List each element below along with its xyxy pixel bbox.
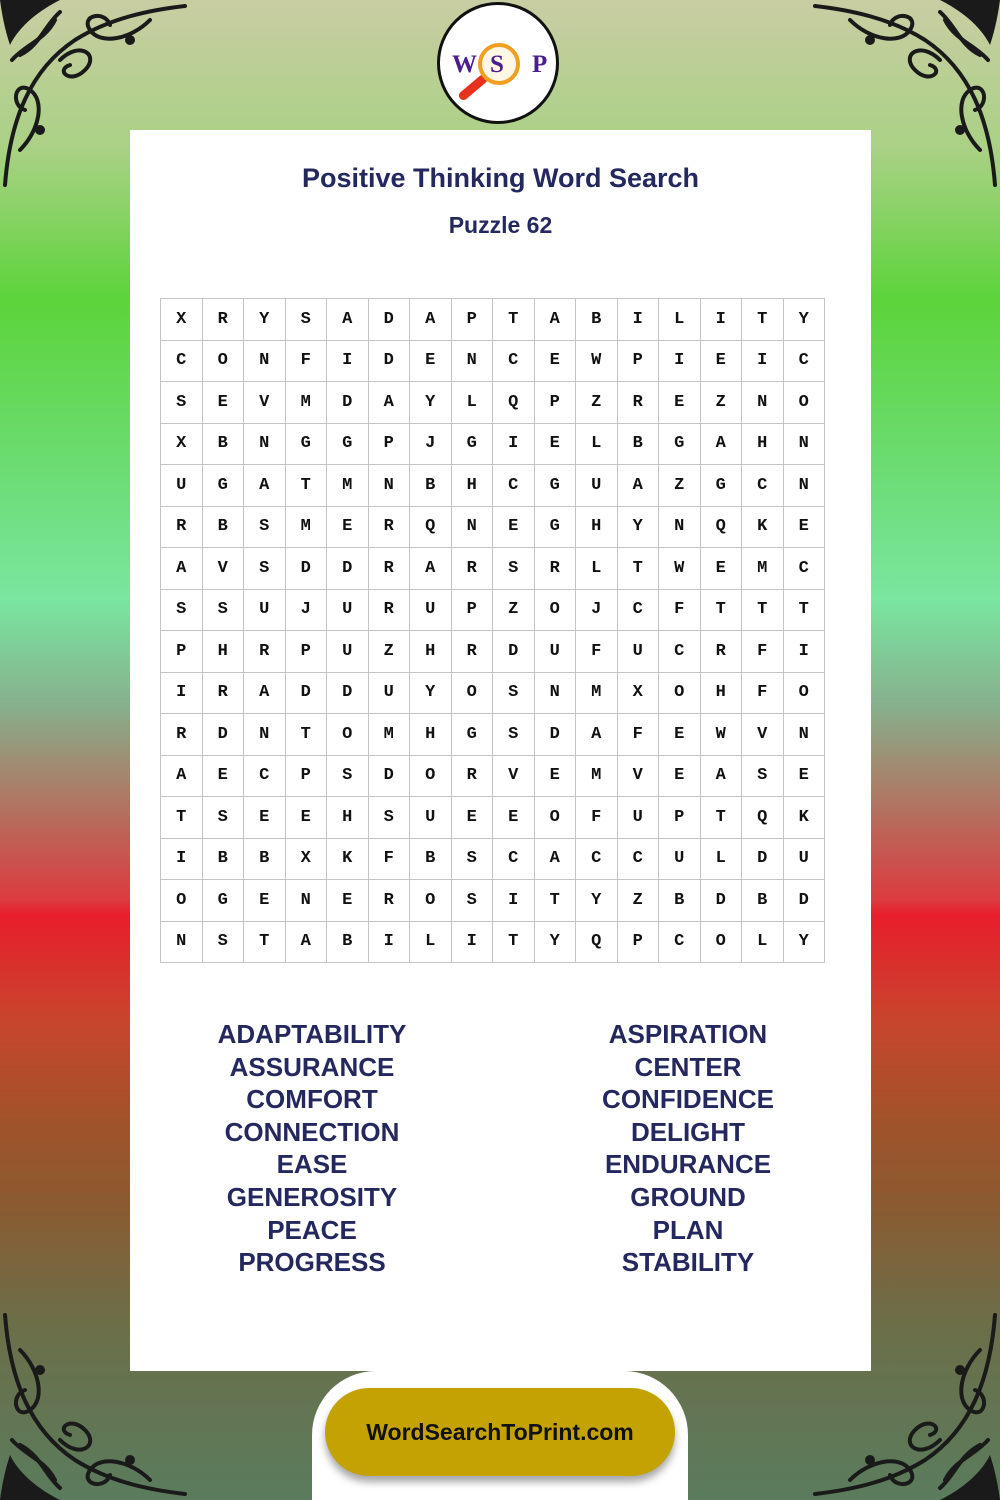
grid-cell[interactable]: K <box>783 797 825 839</box>
grid-cell[interactable]: O <box>783 672 825 714</box>
grid-cell[interactable]: I <box>783 631 825 673</box>
grid-cell[interactable]: C <box>161 340 203 382</box>
word-list-left <box>162 1018 462 1279</box>
grid-cell[interactable]: M <box>576 672 618 714</box>
grid-cell[interactable]: A <box>244 465 286 507</box>
grid-cell[interactable]: M <box>742 548 784 590</box>
grid-cell[interactable]: G <box>451 423 493 465</box>
grid-cell[interactable]: N <box>451 506 493 548</box>
word-item: ASSURANCE <box>229 1051 395 1082</box>
grid-cell[interactable]: E <box>451 797 493 839</box>
grid-cell[interactable]: C <box>783 548 825 590</box>
grid-cell[interactable]: Y <box>244 299 286 341</box>
grid-cell[interactable]: D <box>742 838 784 880</box>
word-item: STABILITY <box>621 1247 755 1278</box>
grid-row <box>161 631 825 673</box>
grid-cell[interactable]: C <box>617 838 659 880</box>
grid-cell[interactable]: C <box>493 465 535 507</box>
grid-row <box>161 672 825 714</box>
grid-cell[interactable]: T <box>493 299 535 341</box>
puzzle-number: Puzzle 62 <box>448 212 553 238</box>
letter-grid <box>160 298 825 963</box>
grid-cell[interactable]: I <box>451 921 493 963</box>
grid-cell[interactable]: V <box>493 755 535 797</box>
grid-cell[interactable]: R <box>534 548 576 590</box>
grid-cell[interactable]: T <box>493 921 535 963</box>
grid-cell[interactable]: D <box>534 714 576 756</box>
grid-cell[interactable]: O <box>410 880 452 922</box>
grid-cell[interactable]: A <box>617 465 659 507</box>
grid-cell[interactable]: P <box>617 340 659 382</box>
grid-cell[interactable]: F <box>617 714 659 756</box>
grid-cell[interactable]: N <box>244 714 286 756</box>
grid-cell[interactable]: O <box>327 714 369 756</box>
grid-cell[interactable]: C <box>659 631 701 673</box>
grid-row <box>161 880 825 922</box>
grid-cell[interactable]: L <box>659 299 701 341</box>
grid-cell[interactable]: I <box>161 672 203 714</box>
grid-cell[interactable]: U <box>368 672 410 714</box>
grid-cell[interactable]: B <box>327 921 369 963</box>
grid-cell[interactable]: D <box>493 631 535 673</box>
grid-cell[interactable]: H <box>576 506 618 548</box>
grid-cell[interactable]: W <box>700 714 742 756</box>
grid-cell[interactable]: B <box>202 423 244 465</box>
grid-cell[interactable]: O <box>659 672 701 714</box>
grid-cell[interactable]: P <box>161 631 203 673</box>
grid-cell[interactable]: Q <box>410 506 452 548</box>
wsp-logo[interactable] <box>437 2 559 124</box>
grid-cell[interactable]: G <box>534 465 576 507</box>
grid-cell[interactable]: I <box>742 340 784 382</box>
grid-cell[interactable]: O <box>534 797 576 839</box>
grid-cell[interactable]: N <box>451 340 493 382</box>
logo-letter-p: P <box>532 51 548 78</box>
grid-cell[interactable]: T <box>783 589 825 631</box>
grid-cell[interactable]: Q <box>742 797 784 839</box>
grid-row <box>161 797 825 839</box>
grid-cell[interactable]: B <box>659 880 701 922</box>
grid-cell[interactable]: L <box>742 921 784 963</box>
grid-row <box>161 465 825 507</box>
grid-cell[interactable]: U <box>576 465 618 507</box>
word-item: GENEROSITY <box>226 1181 398 1212</box>
grid-cell[interactable]: O <box>161 880 203 922</box>
grid-cell[interactable]: A <box>368 382 410 424</box>
grid-cell[interactable]: A <box>244 672 286 714</box>
grid-cell[interactable]: N <box>742 382 784 424</box>
grid-cell[interactable]: E <box>327 880 369 922</box>
grid-row <box>161 299 825 341</box>
grid-cell[interactable]: R <box>451 631 493 673</box>
grid-cell[interactable]: C <box>244 755 286 797</box>
grid-row <box>161 714 825 756</box>
grid-cell[interactable]: T <box>161 797 203 839</box>
grid-cell[interactable]: E <box>410 340 452 382</box>
grid-cell[interactable]: C <box>493 838 535 880</box>
grid-cell[interactable]: R <box>161 714 203 756</box>
grid-cell[interactable]: N <box>368 465 410 507</box>
grid-cell[interactable]: F <box>742 672 784 714</box>
grid-cell[interactable]: E <box>493 506 535 548</box>
logo-letter-w: W <box>452 51 477 78</box>
word-item: PROGRESS <box>238 1247 386 1278</box>
grid-cell[interactable]: X <box>617 672 659 714</box>
word-item: CENTER <box>634 1051 742 1082</box>
grid-cell[interactable]: S <box>327 755 369 797</box>
grid-cell[interactable]: H <box>742 423 784 465</box>
grid-cell[interactable]: X <box>161 423 203 465</box>
word-item: PLAN <box>652 1214 724 1245</box>
grid-cell[interactable]: C <box>783 340 825 382</box>
grid-cell[interactable]: D <box>783 880 825 922</box>
grid-cell[interactable]: Y <box>534 921 576 963</box>
grid-cell[interactable]: B <box>244 838 286 880</box>
grid-cell[interactable]: Q <box>700 506 742 548</box>
word-item: ENDURANCE <box>604 1149 772 1180</box>
grid-cell[interactable]: R <box>451 548 493 590</box>
grid-cell[interactable]: S <box>244 506 286 548</box>
grid-cell[interactable]: Y <box>576 880 618 922</box>
grid-cell[interactable]: H <box>410 714 452 756</box>
grid-cell[interactable]: A <box>410 548 452 590</box>
grid-row <box>161 589 825 631</box>
grid-cell[interactable]: G <box>534 506 576 548</box>
grid-cell[interactable]: T <box>742 299 784 341</box>
grid-cell[interactable]: S <box>244 548 286 590</box>
grid-cell[interactable]: P <box>659 797 701 839</box>
grid-cell[interactable]: I <box>659 340 701 382</box>
grid-cell[interactable]: A <box>576 714 618 756</box>
grid-cell[interactable]: N <box>783 423 825 465</box>
grid-cell[interactable]: I <box>161 838 203 880</box>
grid-cell[interactable]: X <box>161 299 203 341</box>
grid-cell[interactable]: O <box>202 340 244 382</box>
grid-cell[interactable]: B <box>202 506 244 548</box>
grid-cell[interactable]: L <box>576 548 618 590</box>
grid-cell[interactable]: B <box>410 465 452 507</box>
grid-cell[interactable]: E <box>285 797 327 839</box>
grid-cell[interactable]: S <box>285 299 327 341</box>
grid-cell[interactable]: T <box>742 589 784 631</box>
grid-cell[interactable]: G <box>700 465 742 507</box>
grid-cell[interactable]: C <box>576 838 618 880</box>
grid-cell[interactable]: U <box>410 589 452 631</box>
grid-cell[interactable]: R <box>368 589 410 631</box>
grid-cell[interactable]: L <box>451 382 493 424</box>
grid-cell[interactable]: L <box>410 921 452 963</box>
grid-cell[interactable]: N <box>659 506 701 548</box>
grid-cell[interactable]: G <box>659 423 701 465</box>
grid-cell[interactable]: S <box>368 797 410 839</box>
grid-cell[interactable]: E <box>659 755 701 797</box>
grid-cell[interactable]: P <box>368 423 410 465</box>
grid-cell[interactable]: D <box>202 714 244 756</box>
grid-cell[interactable]: V <box>742 714 784 756</box>
grid-cell[interactable]: P <box>285 755 327 797</box>
grid-cell[interactable]: Z <box>617 880 659 922</box>
grid-cell[interactable]: Q <box>576 921 618 963</box>
grid-cell[interactable]: D <box>368 299 410 341</box>
grid-cell[interactable]: R <box>451 755 493 797</box>
grid-row <box>161 382 825 424</box>
grid-cell[interactable]: B <box>617 423 659 465</box>
grid-cell[interactable]: K <box>327 838 369 880</box>
grid-cell[interactable]: H <box>700 672 742 714</box>
grid-cell[interactable]: N <box>244 340 286 382</box>
grid-cell[interactable]: M <box>285 382 327 424</box>
grid-row <box>161 423 825 465</box>
grid-cell[interactable]: R <box>202 299 244 341</box>
grid-cell[interactable]: J <box>576 589 618 631</box>
grid-cell[interactable]: U <box>534 631 576 673</box>
grid-cell[interactable]: B <box>576 299 618 341</box>
grid-cell[interactable]: I <box>493 880 535 922</box>
grid-cell[interactable]: H <box>327 797 369 839</box>
grid-cell[interactable]: M <box>327 465 369 507</box>
grid-cell[interactable]: P <box>451 299 493 341</box>
grid-cell[interactable]: G <box>327 423 369 465</box>
grid-cell[interactable]: G <box>202 465 244 507</box>
grid-cell[interactable]: D <box>285 672 327 714</box>
word-list-right <box>538 1018 838 1279</box>
grid-cell[interactable]: E <box>659 382 701 424</box>
grid-cell[interactable]: Y <box>783 299 825 341</box>
grid-cell[interactable]: R <box>202 672 244 714</box>
grid-cell[interactable]: H <box>451 465 493 507</box>
grid-cell[interactable]: A <box>285 921 327 963</box>
grid-cell[interactable]: E <box>700 548 742 590</box>
grid-cell[interactable]: S <box>493 672 535 714</box>
grid-cell[interactable]: N <box>783 465 825 507</box>
site-link-button[interactable]: WordSearchToPrint.com <box>325 1388 675 1476</box>
grid-cell[interactable]: N <box>534 672 576 714</box>
grid-cell[interactable]: T <box>285 465 327 507</box>
grid-cell[interactable]: E <box>202 755 244 797</box>
grid-cell[interactable]: M <box>576 755 618 797</box>
grid-cell[interactable]: F <box>659 589 701 631</box>
grid-cell[interactable]: O <box>451 672 493 714</box>
grid-cell[interactable]: A <box>161 548 203 590</box>
grid-cell[interactable]: Y <box>410 672 452 714</box>
grid-cell[interactable]: U <box>617 797 659 839</box>
grid-cell[interactable]: D <box>327 672 369 714</box>
grid-cell[interactable]: N <box>244 423 286 465</box>
grid-cell[interactable]: S <box>202 921 244 963</box>
grid-cell[interactable]: V <box>202 548 244 590</box>
grid-cell[interactable]: V <box>244 382 286 424</box>
grid-cell[interactable]: S <box>493 548 535 590</box>
grid-cell[interactable]: A <box>410 299 452 341</box>
grid-cell[interactable]: D <box>368 755 410 797</box>
grid-cell[interactable]: J <box>410 423 452 465</box>
grid-cell[interactable]: E <box>202 382 244 424</box>
grid-cell[interactable]: E <box>534 755 576 797</box>
grid-cell[interactable]: Y <box>410 382 452 424</box>
grid-cell[interactable]: O <box>410 755 452 797</box>
grid-cell[interactable]: S <box>451 880 493 922</box>
grid-cell[interactable]: Y <box>783 921 825 963</box>
grid-row <box>161 921 825 963</box>
grid-cell[interactable]: E <box>659 714 701 756</box>
grid-cell[interactable]: S <box>493 714 535 756</box>
grid-cell[interactable]: U <box>327 631 369 673</box>
grid-cell[interactable]: U <box>244 589 286 631</box>
grid-cell[interactable]: F <box>285 340 327 382</box>
grid-cell[interactable]: A <box>700 423 742 465</box>
grid-cell[interactable]: T <box>534 880 576 922</box>
grid-cell[interactable]: R <box>244 631 286 673</box>
grid-cell[interactable]: A <box>534 838 576 880</box>
grid-cell[interactable]: H <box>410 631 452 673</box>
word-item: CONFIDENCE <box>602 1084 774 1115</box>
grid-cell[interactable]: E <box>783 755 825 797</box>
word-item: GROUND <box>630 1181 746 1212</box>
grid-cell[interactable]: K <box>742 506 784 548</box>
grid-cell[interactable]: U <box>410 797 452 839</box>
grid-cell[interactable]: T <box>244 921 286 963</box>
word-item: CONNECTION <box>224 1116 400 1147</box>
grid-cell[interactable]: I <box>368 921 410 963</box>
grid-cell[interactable]: U <box>659 838 701 880</box>
grid-row <box>161 755 825 797</box>
grid-cell[interactable]: N <box>783 714 825 756</box>
grid-cell[interactable]: R <box>368 548 410 590</box>
grid-cell[interactable]: Z <box>700 382 742 424</box>
grid-cell[interactable]: D <box>368 340 410 382</box>
grid-row <box>161 506 825 548</box>
grid-cell[interactable]: T <box>617 548 659 590</box>
grid-cell[interactable]: E <box>700 340 742 382</box>
grid-cell[interactable]: B <box>202 838 244 880</box>
grid-cell[interactable]: P <box>285 631 327 673</box>
grid-cell[interactable]: T <box>700 797 742 839</box>
grid-row <box>161 548 825 590</box>
grid-cell[interactable]: S <box>451 838 493 880</box>
grid-cell[interactable]: E <box>244 797 286 839</box>
grid-cell[interactable]: G <box>202 880 244 922</box>
grid-cell[interactable]: X <box>285 838 327 880</box>
grid-cell[interactable]: Z <box>368 631 410 673</box>
grid-cell[interactable]: J <box>285 589 327 631</box>
grid-cell[interactable]: M <box>285 506 327 548</box>
page-title: Positive Thinking Word Search <box>301 163 700 193</box>
grid-cell[interactable]: A <box>161 755 203 797</box>
grid-cell[interactable]: R <box>617 382 659 424</box>
logo-letter-s: S <box>490 51 504 78</box>
grid-cell[interactable]: Y <box>617 506 659 548</box>
grid-cell[interactable]: I <box>700 299 742 341</box>
grid-cell[interactable]: O <box>534 589 576 631</box>
grid-cell[interactable]: S <box>161 589 203 631</box>
word-item: COMFORT <box>246 1084 378 1115</box>
grid-cell[interactable]: Q <box>493 382 535 424</box>
grid-cell[interactable]: P <box>451 589 493 631</box>
grid-cell[interactable]: H <box>202 631 244 673</box>
grid-cell[interactable]: N <box>161 921 203 963</box>
word-item: DELIGHT <box>630 1116 746 1147</box>
grid-cell[interactable]: D <box>327 548 369 590</box>
grid-cell[interactable]: A <box>700 755 742 797</box>
grid-cell[interactable]: E <box>534 340 576 382</box>
grid-cell[interactable]: E <box>244 880 286 922</box>
word-item: PEACE <box>267 1214 357 1245</box>
grid-cell[interactable]: N <box>285 880 327 922</box>
grid-cell[interactable]: R <box>161 506 203 548</box>
grid-cell[interactable]: R <box>368 506 410 548</box>
grid-cell[interactable]: O <box>700 921 742 963</box>
grid-cell[interactable]: B <box>410 838 452 880</box>
grid-row <box>161 340 825 382</box>
grid-cell[interactable]: S <box>742 755 784 797</box>
grid-cell[interactable]: W <box>659 548 701 590</box>
grid-cell[interactable]: V <box>617 755 659 797</box>
grid-cell[interactable]: G <box>451 714 493 756</box>
grid-cell[interactable]: L <box>700 838 742 880</box>
grid-cell[interactable]: F <box>368 838 410 880</box>
grid-cell[interactable]: G <box>285 423 327 465</box>
grid-cell[interactable]: U <box>617 631 659 673</box>
grid-cell[interactable]: D <box>285 548 327 590</box>
puzzle-sheet <box>130 130 871 1371</box>
grid-cell[interactable]: S <box>161 382 203 424</box>
grid-cell[interactable]: C <box>617 589 659 631</box>
grid-cell[interactable]: B <box>742 880 784 922</box>
grid-cell[interactable]: I <box>617 299 659 341</box>
grid-cell[interactable]: A <box>327 299 369 341</box>
grid-cell[interactable]: T <box>285 714 327 756</box>
grid-cell[interactable]: P <box>617 921 659 963</box>
grid-cell[interactable]: E <box>327 506 369 548</box>
grid-row <box>161 838 825 880</box>
grid-cell[interactable]: L <box>576 423 618 465</box>
grid-cell[interactable]: I <box>493 423 535 465</box>
grid-cell[interactable]: C <box>493 340 535 382</box>
grid-cell[interactable]: U <box>327 589 369 631</box>
grid-cell[interactable]: D <box>327 382 369 424</box>
grid-cell[interactable]: T <box>700 589 742 631</box>
grid-cell[interactable]: R <box>700 631 742 673</box>
grid-cell[interactable]: E <box>783 506 825 548</box>
grid-cell[interactable]: Z <box>576 382 618 424</box>
grid-cell[interactable]: O <box>783 382 825 424</box>
grid-cell[interactable]: P <box>534 382 576 424</box>
grid-cell[interactable]: A <box>534 299 576 341</box>
grid-cell[interactable]: U <box>161 465 203 507</box>
grid-cell[interactable]: F <box>576 797 618 839</box>
grid-cell[interactable]: D <box>700 880 742 922</box>
grid-cell[interactable]: U <box>783 838 825 880</box>
grid-cell[interactable]: W <box>576 340 618 382</box>
grid-cell[interactable]: I <box>327 340 369 382</box>
grid-cell[interactable]: R <box>368 880 410 922</box>
grid-cell[interactable]: S <box>202 797 244 839</box>
word-item: ADAPTABILITY <box>217 1019 407 1049</box>
grid-cell[interactable]: Z <box>493 589 535 631</box>
word-item: ASPIRATION <box>608 1019 768 1049</box>
grid-cell[interactable]: E <box>534 423 576 465</box>
grid-cell[interactable]: Z <box>659 465 701 507</box>
grid-cell[interactable]: F <box>576 631 618 673</box>
grid-cell[interactable]: M <box>368 714 410 756</box>
grid-cell[interactable]: S <box>202 589 244 631</box>
grid-cell[interactable]: F <box>742 631 784 673</box>
word-item: EASE <box>276 1149 348 1180</box>
grid-cell[interactable]: C <box>659 921 701 963</box>
grid-cell[interactable]: C <box>742 465 784 507</box>
grid-cell[interactable]: E <box>493 797 535 839</box>
